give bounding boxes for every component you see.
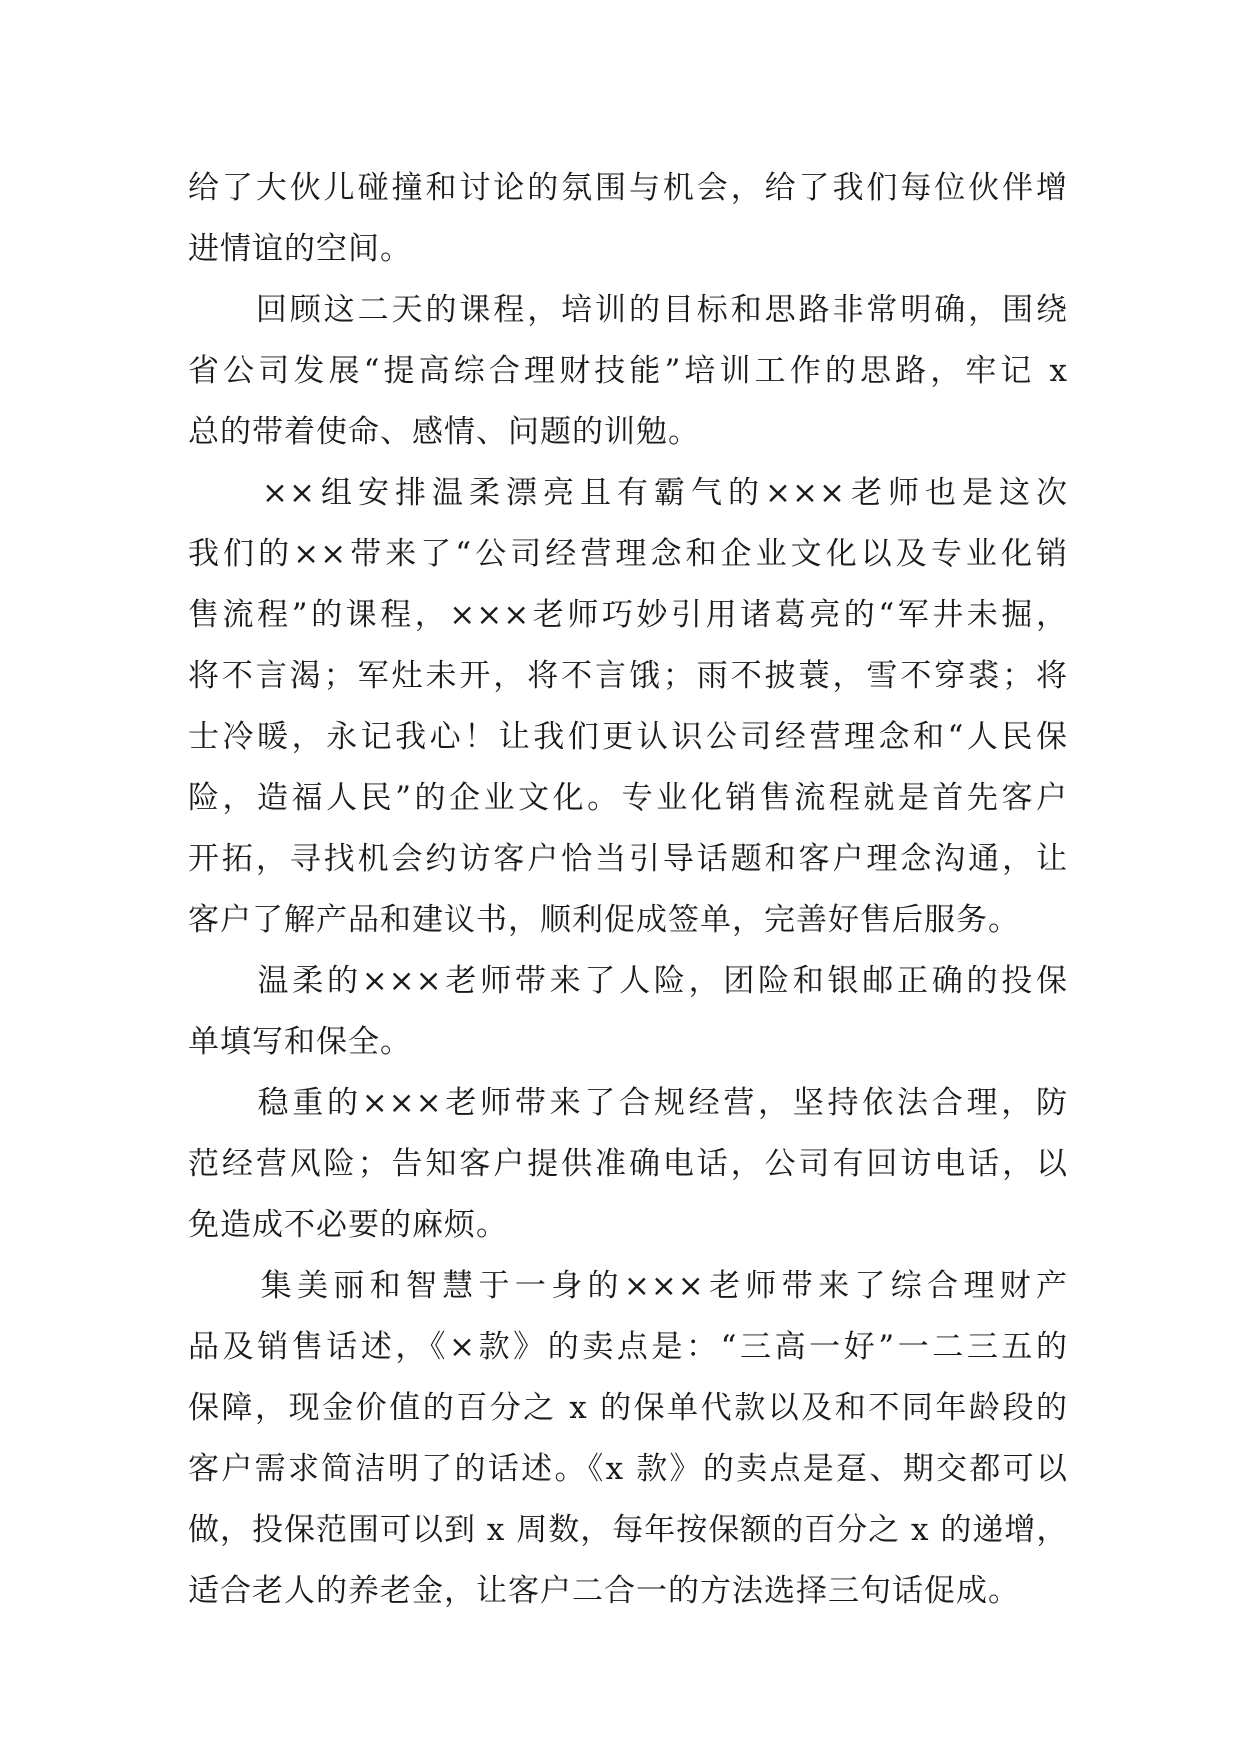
- text-line: 免造成不必要的麻烦。: [188, 1207, 508, 1243]
- text-line: 进情谊的空间。: [188, 231, 412, 267]
- text-line: 售流程”的课程，×××老师巧妙引用诸葛亮的“军井未掘，: [188, 597, 1068, 633]
- paragraph-5: [188, 1073, 1068, 1256]
- paragraph-1: [188, 158, 1068, 280]
- text-line: 范经营风险；告知客户提供准确电话，公司有回访电话，以: [188, 1146, 1068, 1182]
- text-line: ××组安排温柔漂亮且有霸气的×××老师也是这次: [188, 475, 1068, 511]
- text-line: 品及销售话述，《×款》的卖点是：“三高一好”一二三五的: [188, 1329, 1068, 1365]
- text-line: 士冷暖，永记我心！让我们更认识公司经营理念和“人民保: [188, 719, 1068, 755]
- text-line: 做，投保范围可以到 x 周数，每年按保额的百分之 x 的递增，: [188, 1512, 1069, 1548]
- paragraph-4: [188, 951, 1068, 1073]
- text-line: 省公司发展“提高综合理财技能”培训工作的思路，牢记 x: [188, 353, 1068, 389]
- text-line: 单填写和保全。: [188, 1024, 412, 1060]
- paragraph-3: [188, 463, 1068, 951]
- text-line: 客户了解产品和建议书，顺利促成签单，完善好售后服务。: [188, 902, 1020, 938]
- document-body: [188, 158, 1068, 1622]
- paragraph-2: [188, 280, 1068, 463]
- text-line: 我们的××带来了“公司经营理念和企业文化以及专业化销: [188, 536, 1068, 572]
- text-line: 保障，现金价值的百分之 x 的保单代款以及和不同年龄段的: [188, 1390, 1068, 1426]
- text-line: 稳重的×××老师带来了合规经营，坚持依法合理，防: [188, 1085, 1068, 1121]
- text-line: 回顾这二天的课程，培训的目标和思路非常明确，围绕: [188, 292, 1068, 328]
- text-line: 总的带着使命、感情、问题的训勉。: [188, 414, 700, 450]
- text-line: 客户需求简洁明了的话述。《x 款》的卖点是趸、期交都可以: [188, 1451, 1068, 1487]
- text-line: 将不言渴；军灶未开，将不言饿；雨不披蓑，雪不穿裘；将: [188, 658, 1068, 694]
- text-line: 集美丽和智慧于一身的×××老师带来了综合理财产: [188, 1268, 1068, 1304]
- text-line: 开拓，寻找机会约访客户恰当引导话题和客户理念沟通，让: [188, 841, 1068, 877]
- text-line: 险，造福人民”的企业文化。专业化销售流程就是首先客户: [188, 780, 1068, 816]
- paragraph-6: [188, 1256, 1068, 1622]
- text-line: 适合老人的养老金，让客户二合一的方法选择三句话促成。: [188, 1573, 1020, 1609]
- text-line: 给了大伙儿碰撞和讨论的氛围与机会，给了我们每位伙伴增: [188, 170, 1068, 206]
- text-line: 温柔的×××老师带来了人险，团险和银邮正确的投保: [188, 963, 1068, 999]
